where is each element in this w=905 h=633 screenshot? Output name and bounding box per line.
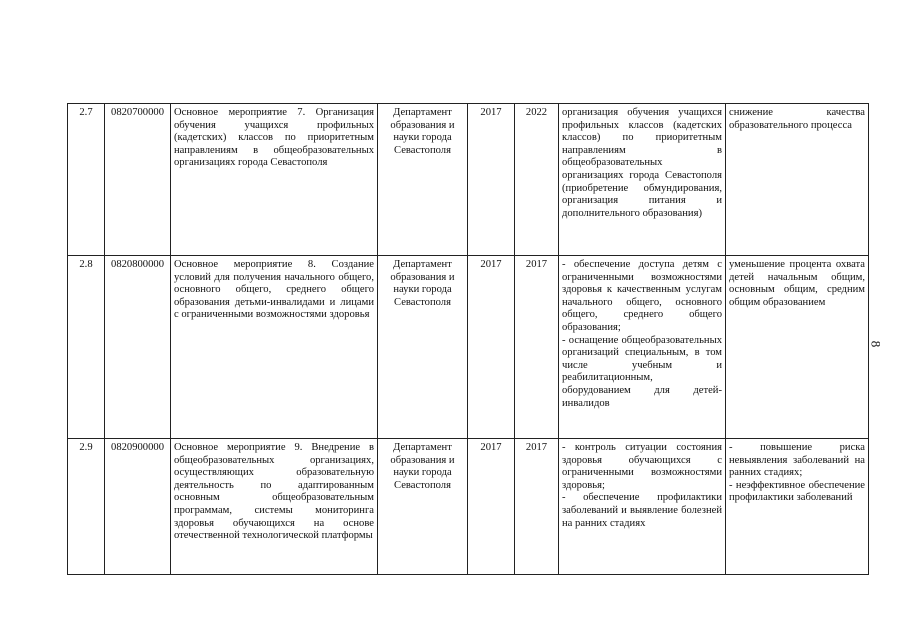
- responsible-department: Департамент образования и науки города Севастополя: [378, 104, 468, 256]
- responsible-department: Департамент образования и науки города Севастополя: [378, 439, 468, 575]
- activity-name: Основное мероприятие 7. Организация обучения учащихся профильных (кадетских) классов по приоритетным направлениям в общеобразовательных организациях города Севастополя: [171, 104, 378, 256]
- activity-name: Основное мероприятие 9. Внедрение в общеобразовательных организациях, осуществляющих образовательную деятельность по адаптированным основным общеобразовательным программам, системы мониторинга здоровья обучающихся на основе отечественной технологической платформы: [171, 439, 378, 575]
- consequence-item: - повышение риска невыявления заболеваний на ранних стадиях;: [729, 442, 865, 479]
- budget-code: 0820800000: [105, 256, 171, 439]
- start-year: 2017: [468, 439, 515, 575]
- result-item: - обеспечение профилактики заболеваний и выявление болезней на ранних стадиях: [562, 492, 722, 529]
- budget-code: 0820900000: [105, 439, 171, 575]
- consequence-item: - неэффективное обеспечение профилактики заболеваний: [729, 479, 865, 504]
- result-item: - контроль ситуации состояния здоровья обучающихся с ограниченными возможностями здоровья;: [562, 442, 722, 491]
- end-year: 2017: [515, 256, 559, 439]
- non-implementation-consequence: [726, 439, 869, 575]
- expected-result: организация обучения учащихся профильных классов (кадетских классов) по приоритетным направлениям в общеобразовательных организациях города Севастополя (приобретение обмундирования, организация питания и дополнительного образования): [559, 104, 726, 256]
- start-year: 2017: [468, 256, 515, 439]
- end-year: 2022: [515, 104, 559, 256]
- non-implementation-consequence: уменьшение процента охвата детей начальным общим, основным общим, средним общим образованием: [726, 256, 869, 439]
- responsible-department: Департамент образования и науки города Севастополя: [378, 256, 468, 439]
- page-number: 8: [868, 340, 884, 348]
- result-item: - обеспечение доступа детям с ограниченными возможностями здоровья к качественным услугам начального общего, основного общего, среднего общего образования;: [562, 259, 722, 333]
- expected-result: [559, 256, 726, 439]
- non-implementation-consequence: снижение качества образовательного процесса: [726, 104, 869, 256]
- end-year: 2017: [515, 439, 559, 575]
- row-number: 2.9: [68, 439, 105, 575]
- start-year: 2017: [468, 104, 515, 256]
- row-number: 2.7: [68, 104, 105, 256]
- table-row: [68, 104, 869, 256]
- activity-name: Основное мероприятие 8. Создание условий для получения начального общего, основного общего, среднего общего образования детьми-инвалидами и лицами с ограниченными возможностями здоровья: [171, 256, 378, 439]
- row-number: 2.8: [68, 256, 105, 439]
- table-row: [68, 439, 869, 575]
- result-item: - оснащение общеобразовательных организаций специальным, в том числе учебным и реабилитационным, оборудованием для детей-инвалидов: [562, 334, 722, 409]
- program-activities-table: [67, 103, 869, 575]
- table-row: [68, 256, 869, 439]
- expected-result: [559, 439, 726, 575]
- budget-code: 0820700000: [105, 104, 171, 256]
